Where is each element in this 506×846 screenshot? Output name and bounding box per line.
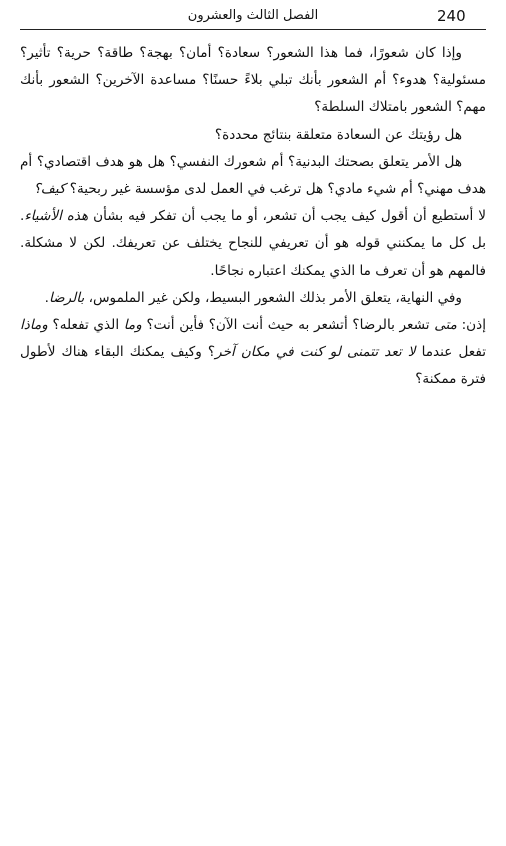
- chapter-title: الفصل الثالث والعشرون: [187, 8, 319, 23]
- paragraph-6-emphasis-4: لا تعد تتمنى لو كنت في مكان آخر: [215, 344, 416, 361]
- paragraph-6-emphasis-3: وماذا: [20, 317, 48, 334]
- paragraph-6-part-4: تفعل عندما: [415, 344, 486, 361]
- page-number: 240: [437, 7, 466, 25]
- paragraph-3: [20, 149, 486, 203]
- paragraph-5: [20, 285, 486, 312]
- paragraph-1: وإذا كان شعورًا، فما هذا الشعور؟ سعادة؟ أمان؟ بهجة؟ طاقة؟ حرية؟ تأثير؟ مسئولية؟ هدوء؟ أم الشعور بأنك تبلي بلاءً حسنًا؟ مساعدة الآخرين؟ الشعور بأنك مهم؟ الشعور بامتلاك السلطة؟: [20, 45, 486, 116]
- paragraph-6: [20, 312, 486, 394]
- paragraph-4: [20, 203, 486, 285]
- paragraph-6-emphasis-1: متى: [434, 317, 457, 334]
- paragraph-6-part-5: ؟ وكيف يمكنك البقاء هناك لأطول فترة ممكنة؟: [20, 344, 486, 388]
- paragraph-5-emphasis: بالرضا: [48, 289, 85, 306]
- paragraph-4-text-end: . بل كل ما يمكنني قوله هو أن تعريفي للنجاح يختلف عن تعريفك. لكن لا مشكلة. فالمهم هو أن تعرف ما الذي يمكنك اعتباره نجاحًا.: [20, 208, 486, 279]
- paragraph-3-emphasis: كيف؟: [33, 181, 66, 198]
- page-header: [0, 5, 506, 27]
- paragraph-6-emphasis-2: وما: [123, 317, 142, 334]
- paragraph-6-part-1: إذن:: [456, 317, 486, 334]
- paragraph-4-text-start: لا أستطيع أن أقول كيف يجب أن تشعر، أو ما يجب أن تفكر فيه بشأن: [88, 208, 486, 225]
- paragraph-2: هل رؤيتك عن السعادة متعلقة بنتائج محددة؟: [214, 126, 462, 143]
- paragraph-5-end: .: [44, 289, 49, 306]
- paragraph-6-part-2: تشعر بالرضا؟ أتشعر به حيث أنت الآن؟ فأين أنت؟: [141, 317, 435, 334]
- paragraph-3-text: هل الأمر يتعلق بصحتك البدنية؟ أم شعورك النفسي؟ هل هو هدف اقتصادي؟ أم هدف مهني؟ أم شيء مادي؟ هل ترغب في العمل لدى مؤسسة غير ربحية؟: [20, 153, 486, 198]
- paragraph-5-text: وفي النهاية، يتعلق الأمر بذلك الشعور البسيط، ولكن غير الملموس،: [84, 289, 462, 306]
- header-divider: [20, 29, 486, 30]
- page-body: [20, 40, 486, 394]
- paragraph-4-emphasis: هذه الأشياء: [24, 208, 89, 225]
- paragraph-6-part-3: الذي تفعله؟: [47, 317, 124, 334]
